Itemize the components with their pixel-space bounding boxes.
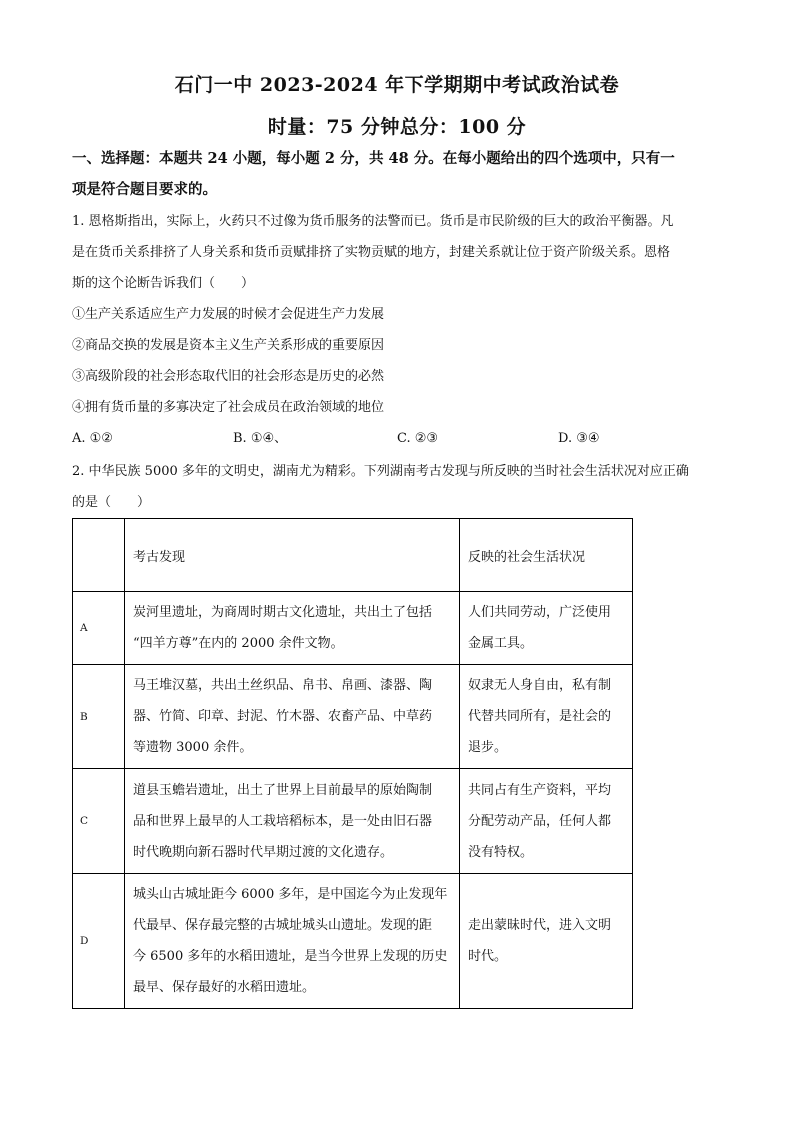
table-header-cell (73, 519, 125, 592)
question-2-stem-line: 的是（ ） (72, 495, 151, 510)
reflect-cell (460, 665, 633, 769)
finding-line: 今 6500 多年的水稻田遗址，是当今世界上发现的历史 (133, 949, 448, 964)
question-1-statement: ①生产关系适应生产力发展的时候才会促进生产力发展 (72, 307, 385, 322)
finding-line: 器、竹简、印章、封泥、竹木器、农畜产品、中草药 (133, 709, 433, 724)
table-header-cell: 考古发现 (125, 519, 460, 592)
finding-line: “四羊方尊”在内的 2000 余件文物。 (133, 636, 344, 651)
question-1-stem-line: 是在货币关系排挤了人身关系和货币贡赋排挤了实物贡赋的地方，封建关系就让位于资产阶级关系。恩格 (72, 245, 671, 260)
question-2-stem-line: 2. 中华民族 5000 多年的文明史，湖南尤为精彩。下列湖南考古发现与所反映的当时社会生活状况对应正确 (72, 464, 689, 479)
section-header (72, 143, 722, 205)
finding-cell (125, 665, 460, 769)
finding-line: 代最早、保存最完整的古城址城头山遗址。发现的距 (133, 918, 433, 933)
reflect-line: 没有特权。 (468, 844, 534, 860)
reflect-line: 共同占有生产资料，平均 (468, 782, 612, 798)
finding-cell (125, 592, 460, 665)
reflect-cell (460, 592, 633, 665)
exam-time-score: 时量：75 分钟总分：100 分 (267, 116, 527, 138)
question-1-option-a[interactable]: A. ①② (72, 431, 113, 446)
reflect-line: 金属工具。 (468, 636, 534, 651)
question-2-table (72, 518, 633, 1009)
question-2 (72, 456, 726, 518)
reflect-line: 代替共同所有，是社会的 (468, 709, 612, 724)
finding-line: 炭河里遗址，为商周时期古文化遗址，共出土了包括 (133, 605, 433, 620)
finding-line: 时代晚期向新石器时代早期过渡的文化遗存。 (133, 844, 394, 860)
table-header-row (73, 519, 633, 592)
table-header-cell: 反映的社会生活状况 (460, 519, 633, 592)
exam-title: 石门一中 2023-2024 年下学期期中考试政治试卷 (174, 74, 620, 96)
question-1-statement: ④拥有货币量的多寡决定了社会成员在政治领域的地位 (72, 400, 385, 415)
finding-line: 等遗物 3000 余件。 (133, 740, 253, 755)
reflect-line: 奴隶无人身自由，私有制 (468, 678, 612, 693)
finding-line: 马王堆汉墓，共出土丝织品、帛书、帛画、漆器、陶 (133, 678, 433, 693)
row-label: A (73, 592, 125, 665)
finding-line: 城头山古城址距今 6000 多年，是中国迄今为止发现年 (133, 887, 448, 902)
question-1-statement: ②商品交换的发展是资本主义生产关系形成的重要原因 (72, 338, 385, 353)
question-1 (72, 206, 726, 423)
table-row (73, 665, 633, 769)
row-label: D (73, 874, 125, 1009)
section-header-line: 项是符合题目要求的。 (72, 181, 217, 198)
table-row (73, 592, 633, 665)
finding-line: 品和世界上最早的人工栽培稻标本，是一处由旧石器 (133, 813, 433, 829)
question-1-stem-line: 斯的这个论断告诉我们（ ） (72, 276, 255, 291)
row-label: B (73, 665, 125, 769)
reflect-cell (460, 769, 633, 874)
finding-cell (125, 874, 460, 1009)
question-1-option-b[interactable]: B. ①④、 (233, 431, 288, 446)
reflect-cell (460, 874, 633, 1009)
finding-line: 道县玉蟾岩遗址，出土了世界上目前最早的原始陶制 (133, 782, 433, 798)
finding-cell (125, 769, 460, 874)
reflect-line: 走出蒙昧时代，进入文明 (468, 918, 612, 933)
row-label: C (73, 769, 125, 874)
reflect-line: 人们共同劳动，广泛使用 (468, 605, 612, 620)
reflect-line: 时代。 (468, 949, 508, 964)
question-1-stem-line: 1. 恩格斯指出，实际上，火药只不过像为货币服务的法警而已。货币是市民阶级的巨大的政治平衡器。凡 (72, 214, 674, 229)
finding-line: 最早、保存最好的水稻田遗址。 (133, 980, 316, 995)
table-row (73, 769, 633, 874)
section-header-line: 一、选择题：本题共 24 小题，每小题 2 分，共 48 分。在每小题给出的四个选项中，只有一 (72, 150, 675, 167)
question-1-option-c[interactable]: C. ②③ (397, 431, 439, 446)
reflect-line: 分配劳动产品，任何人都 (468, 813, 612, 829)
question-1-option-d[interactable]: D. ③④ (558, 431, 600, 446)
table-row (73, 874, 633, 1009)
reflect-line: 退步。 (468, 740, 508, 755)
question-1-statement: ③高级阶段的社会形态取代旧的社会形态是历史的必然 (72, 369, 385, 384)
